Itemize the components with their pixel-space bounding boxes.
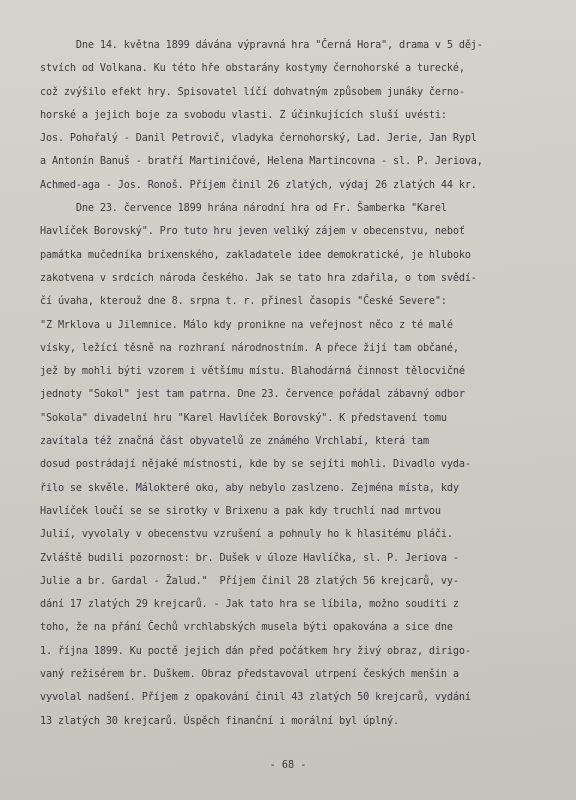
text-line-6: a Antonín Banuš - bratří Martiničové, Helena Martincovna - sl. P. Jeriova, <box>40 156 483 168</box>
text-line-17: "Sokola" divadelní hru "Karel Havlíček Borovský". K představení tomu <box>40 412 447 424</box>
text-line-2: stvích od Volkana. Ku této hře obstarány kostymy černohorské a turecké, <box>40 63 465 75</box>
text-line-9: Havlíček Borovský". Pro tuto hru jeven veliký zájem v obecenstvu, neboť <box>40 226 465 238</box>
text-line-15: jež by mohli býti vzorem i většímu místu. Blahodárná činnost tělocvičné <box>40 366 465 378</box>
text-line-19: dosud postrádají nějaké místnosti, kde by se sejíti mohli. Divadlo vyda- <box>40 459 471 471</box>
text-line-28: vaný režisérem br. Duškem. Obraz představoval utrpení českých menšin a <box>40 669 459 681</box>
text-line-23: Zvláště budili pozornost: br. Dušek v úloze Havlíčka, sl. P. Jeriova - <box>40 552 459 564</box>
text-line-5: Jos. Pohořalý - Danil Petrovič, vladyka černohorský, Lad. Jerie, Jan Rypl <box>40 133 477 145</box>
text-line-4: horské a jejich boje za svobodu vlasti. Z účinkujících sluší uvésti: <box>40 109 447 121</box>
text-line-1: Dne 14. května 1899 dávána výpravná hra "Černá Hora", drama v 5 děj- <box>40 40 483 51</box>
text-line-10: památka mučedníka brixenského, zakladatele idee demokratické, je hluboko <box>40 249 471 261</box>
text-line-24: Julie a br. Gardal - Žalud." Příjem činil 28 zlatých 56 krejcarů, vy- <box>40 575 459 587</box>
text-line-7: Achmed-aga - Jos. Ronoš. Příjem činil 26 zlatých, výdaj 26 zlatých 44 kr. <box>40 179 477 191</box>
page-number: - 68 - <box>269 760 307 771</box>
text-line-22: Julií, vyvolaly v obecenstvu vzrušení a pohnuly ho k hlasitému pláči. <box>40 529 453 541</box>
text-line-13: "Z Mrklova u Jilemnice. Málo kdy pronikne na veřejnost něco z té malé <box>40 319 453 331</box>
text-line-12: čí úvaha, kterouž dne 8. srpna t. r. přinesl časopis "České Severe": <box>40 296 447 308</box>
typewritten-text <box>40 34 560 733</box>
text-line-30: 13 zlatých 30 krejcarů. Úspěch finanční i morální byl úplný. <box>40 715 400 727</box>
text-line-29: vyvolal nadšení. Příjem z opakování činil 43 zlatých 50 krejcarů, vydání <box>40 692 471 704</box>
text-line-3: což zvýšilo efekt hry. Spisovatel líčí dohvatným způsobem junáky černo- <box>40 86 465 98</box>
text-line-18: zavítala též značná část obyvatelů ze známého Vrchlabí, která tam <box>40 436 429 448</box>
text-line-26: toho, že na přání Čechů vrchlabských musela býti opakována a sice dne <box>40 622 453 634</box>
text-line-14: vísky, ležící těsně na rozhraní národnostním. A přece žijí tam občané, <box>40 342 459 354</box>
text-line-8: Dne 23. července 1899 hrána národní hra od Fr. Šamberka "Karel <box>40 203 447 215</box>
text-line-20: řilo se skvěle. Málokteré oko, aby nebylo zaslzeno. Zejména místa, kdy <box>40 482 459 494</box>
text-line-27: 1. října 1899. Ku poctě jejich dán před počátkem hry živý obraz, dirigo- <box>40 645 471 657</box>
text-line-16: jednoty "Sokol" jest tam patrna. Dne 23. července pořádal zábavný odbor <box>40 389 465 401</box>
text-line-21: Havlíček loučí se se sirotky v Brixenu a pak kdy truchlí nad mrtvou <box>40 505 441 517</box>
text-line-11: zakotvena v srdcích národa českého. Jak se tato hra zdařila, o tom svědí- <box>40 272 477 284</box>
text-line-25: dání 17 zlatých 29 krejcarů. - Jak tato hra se líbila, možno souditi z <box>40 599 459 611</box>
